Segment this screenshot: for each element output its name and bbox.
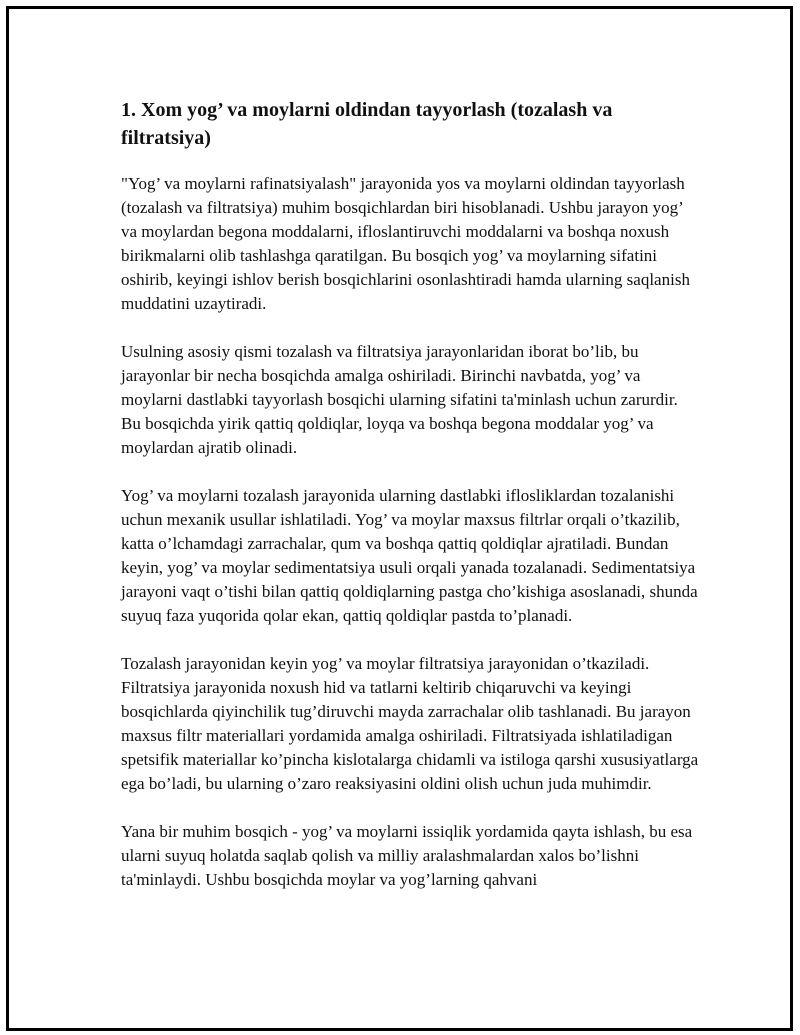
- paragraph-2: Usulning asosiy qismi tozalash va filtratsiya jarayonlaridan iborat bo’lib, bu jarayonlar bir necha bosqichda amalga oshiriladi. Birinchi navbatda, yog’ va moylarni dastlabki tayyorlash bosqichi ularning sifatini ta'minlash uchun zarurdir. Bu bosqichda yirik qattiq qoldiqlar, loyqa va boshqa begona moddalar yog’ va moylardan ajratib olinadi.: [121, 342, 678, 457]
- section-heading: 1. Xom yog’ va moylarni oldindan tayyorlash (tozalash va filtratsiya): [121, 99, 613, 149]
- paragraph-1: "Yog’ va moylarni rafinatsiyalash" jarayonida yos va moylarni oldindan tayyorlash (tozalash va filtratsiya) muhim bosqichlardan biri hisoblanadi. Ushbu jarayon yog’ va moylardan begona moddalarni, ifloslantiruvchi moddalarni va boshqa noxush birikmalarni olib tashlashga qaratilgan. Bu bosqich yog’ va moylarning sifatini oshirib, keyingi ishlov berish bosqichlarini osonlashtiradi hamda ularning saqlanish muddatini uzaytiradi.: [121, 174, 690, 313]
- paragraph-5: Yana bir muhim bosqich - yog’ va moylarni issiqlik yordamida qayta ishlash, bu esa ularni suyuq holatda saqlab qolish va milliy aralashmalardan xalos bo’lishni ta'minlaydi. Ushbu bosqichda moylar va yog’larning qahvani: [121, 822, 693, 889]
- paragraph-3: Yog’ va moylarni tozalash jarayonida ularning dastlabki iflosliklardan tozalanishi uchun mexanik usullar ishlatiladi. Yog’ va moylar maxsus filtrlar orqali o’tkazilib, katta o’lchamdagi zarrachalar, qum va boshqa qattiq qoldiqlar ajratiladi. Bundan keyin, yog’ va moylar sedimentatsiya usuli orqali yanada tozalanadi. Sedimentatsiya jarayoni vaqt o’tishi bilan qattiq qoldiqlarning pastga cho’kishiga asoslanadi, shunda suyuq faza yuqorida qolar ekan, qattiq qoldiqlar pastda to’planadi.: [121, 486, 698, 625]
- paragraph-4: Tozalash jarayonidan keyin yog’ va moylar filtratsiya jarayonidan o’tkaziladi. Filtratsiya jarayonida noxush hid va tatlarni keltirib chiqaruvchi va keyingi bosqichlarda qiyinchilik tug’diruvchi mayda zarrachalar olib tashlanadi. Bu jarayon maxsus filtr materiallari yordamida amalga oshiriladi. Filtratsiyada ishlatiladigan spetsifik materiallar ko’pincha kislotalarga chidamli va istiloga qarshi xususiyatlarga ega bo’ladi, bu ularning o’zaro reaksiyasini oldini olish uchun juda muhimdir.: [121, 654, 699, 793]
- page-frame: [6, 6, 793, 1031]
- document-body: [121, 96, 701, 916]
